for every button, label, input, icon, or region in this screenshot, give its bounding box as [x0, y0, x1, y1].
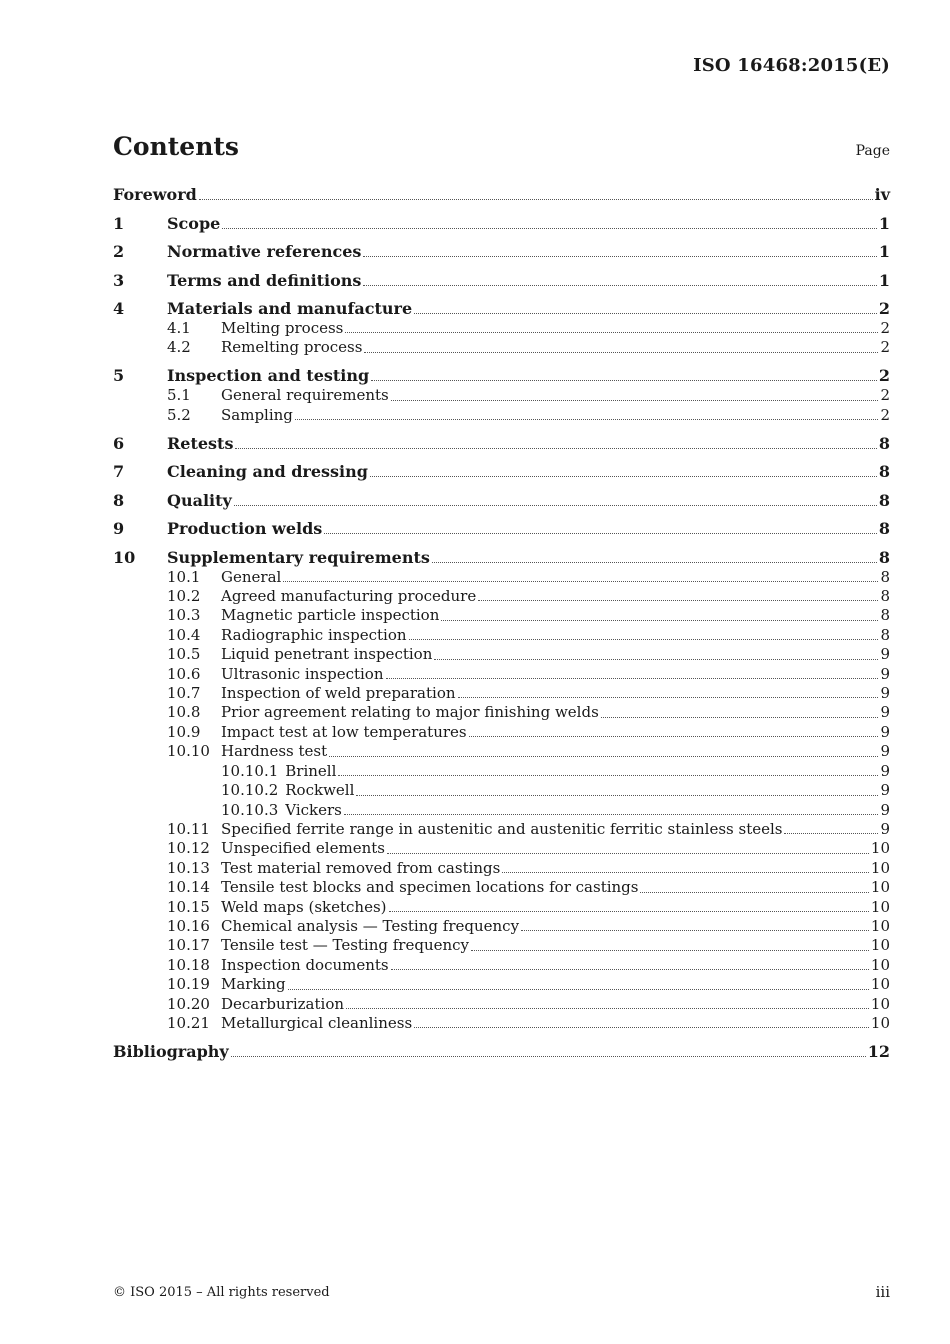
toc-entry-page: 8: [878, 490, 890, 510]
toc-entry-title: Foreword: [113, 185, 197, 204]
toc-entry-number: 5: [113, 366, 125, 386]
toc-entry-page: 2: [880, 319, 890, 337]
toc-dot-leader: [784, 832, 878, 834]
toc-entry-title: Impact test at low temperatures: [221, 722, 467, 741]
toc-entry-title: Radiographic inspection: [221, 625, 407, 644]
toc-dot-leader: [199, 198, 873, 200]
toc-entry-title: Specified ferrite range in austenitic and austenitic ferritic stainless steels: [221, 819, 783, 838]
toc-entry-title: Tensile test blocks and specimen locations for castings: [221, 878, 639, 897]
toc-entry[interactable]: [113, 703, 890, 722]
toc-entry[interactable]: [113, 684, 890, 703]
toc-dot-leader: [409, 638, 879, 640]
toc-entry-number: 4.2: [167, 338, 191, 357]
toc-entry-title: Vickers: [285, 800, 342, 819]
toc-entry-number: 10.19: [167, 975, 210, 994]
toc-entry-title: Agreed manufacturing procedure: [221, 587, 477, 606]
toc-dot-leader: [295, 418, 879, 420]
toc-entry[interactable]: [113, 434, 890, 454]
toc-entry-page: 10: [870, 858, 890, 877]
toc-entry[interactable]: [113, 271, 890, 291]
toc-dot-leader: [235, 447, 876, 449]
toc-entry-page: 8: [880, 606, 890, 625]
toc-dot-leader: [432, 561, 877, 563]
toc-entry-page: 1: [878, 213, 890, 233]
toc-dot-leader: [283, 580, 878, 582]
page-column-label: Page: [855, 143, 890, 159]
toc-entry[interactable]: [113, 606, 890, 625]
toc-entry-number: 5.1: [167, 386, 191, 405]
toc-entry[interactable]: [113, 762, 890, 781]
toc-entry-page: 9: [880, 703, 890, 722]
toc-entry-page: 2: [880, 405, 890, 424]
toc-dot-leader: [344, 813, 879, 815]
toc-dot-leader: [231, 1055, 866, 1057]
toc-entry-number: 10.21: [167, 1013, 210, 1032]
toc-entry[interactable]: [113, 1042, 890, 1062]
toc-entry[interactable]: [113, 801, 890, 820]
toc-entry-page: 8: [880, 625, 890, 644]
toc-entry-title: Rockwell: [285, 781, 355, 800]
toc-entry[interactable]: [113, 214, 890, 234]
toc-dot-leader: [502, 871, 869, 873]
toc-entry-title: Chemical analysis — Testing frequency: [221, 916, 520, 935]
toc-entry[interactable]: [113, 386, 890, 405]
toc-entry-number: 6: [113, 433, 125, 453]
toc-entry[interactable]: [113, 626, 890, 645]
toc-entry-title: Bibliography: [113, 1041, 229, 1061]
toc-entry-title: Cleaning and dressing: [167, 462, 368, 482]
toc-entry[interactable]: [113, 742, 890, 761]
toc-entry-page: 8: [878, 462, 890, 482]
toc-entry-page: 2: [880, 338, 890, 357]
toc-entry[interactable]: [113, 1014, 890, 1033]
table-of-contents: [113, 185, 890, 1062]
toc-entry-title: Retests: [167, 433, 234, 453]
page-title: Contents: [113, 132, 240, 161]
toc-entry-number: 1: [113, 213, 125, 233]
toc-entry-number: 10.10.3: [221, 800, 279, 819]
toc-entry-title: Tensile test — Testing frequency: [221, 936, 470, 955]
toc-entry-number: 10.3: [167, 606, 201, 625]
toc-dot-leader: [458, 696, 879, 698]
toc-entry[interactable]: [113, 548, 890, 568]
toc-dot-leader: [363, 284, 876, 286]
toc-entry-number: 10.1: [167, 567, 201, 586]
toc-entry-number: 7: [113, 462, 125, 482]
toc-entry-number: 10.16: [167, 916, 210, 935]
toc-entry-page: 8: [878, 433, 890, 453]
toc-entry-title: Scope: [167, 213, 221, 233]
toc-entry-page: 2: [880, 386, 890, 405]
toc-entry-page: 2: [878, 366, 890, 386]
toc-entry-title: Prior agreement relating to major finishing welds: [221, 703, 599, 722]
toc-entry-number: 5.2: [167, 405, 191, 424]
toc-entry-title: Inspection documents: [221, 955, 389, 974]
toc-entry[interactable]: [113, 975, 890, 994]
toc-entry-number: 10: [113, 547, 136, 567]
toc-entry-number: 10.13: [167, 858, 210, 877]
toc-entry-page: 1: [878, 242, 890, 261]
toc-dot-leader: [346, 1007, 869, 1009]
toc-dot-leader: [338, 774, 878, 776]
toc-entry-title: Sampling: [221, 405, 293, 424]
toc-entry[interactable]: [113, 185, 890, 205]
toc-entry-number: 4.1: [167, 319, 191, 337]
toc-dot-leader: [469, 735, 879, 737]
toc-entry-page: 10: [870, 975, 890, 994]
toc-entry[interactable]: [113, 723, 890, 742]
toc-dot-leader: [288, 988, 869, 990]
toc-entry-title: Hardness test: [221, 742, 328, 761]
toc-entry-number: 3: [113, 270, 125, 290]
toc-entry[interactable]: [113, 491, 890, 511]
toc-entry-page: 10: [870, 955, 890, 974]
toc-dot-leader: [364, 351, 878, 353]
toc-entry[interactable]: [113, 820, 890, 839]
toc-entry[interactable]: [113, 366, 890, 386]
toc-entry-number: 10.7: [167, 684, 201, 703]
toc-entry-number: 10.12: [167, 839, 210, 858]
toc-entry-title: Decarburization: [221, 994, 345, 1013]
toc-dot-leader: [414, 1026, 869, 1028]
toc-dot-leader: [222, 227, 877, 229]
toc-entry-page: 9: [880, 819, 890, 838]
toc-entry-page: 10: [870, 1013, 890, 1032]
toc-dot-leader: [363, 255, 876, 257]
toc-entry-page: 10: [870, 916, 890, 935]
toc-dot-leader: [521, 929, 869, 931]
toc-entry-title: Quality: [167, 490, 232, 510]
toc-entry[interactable]: [113, 839, 890, 858]
toc-entry-page: 8: [880, 587, 890, 606]
toc-entry-number: 10.11: [167, 819, 210, 838]
toc-entry[interactable]: [113, 587, 890, 606]
toc-entry-title: Inspection and testing: [167, 366, 370, 386]
toc-entry[interactable]: [113, 781, 890, 800]
toc-entry[interactable]: [113, 338, 890, 357]
toc-entry-page: 1: [878, 270, 890, 290]
toc-entry-page: 9: [880, 761, 890, 780]
toc-entry-number: 10.20: [167, 994, 210, 1013]
toc-entry-page: 10: [870, 839, 890, 858]
toc-entry-title: Production welds: [167, 519, 323, 539]
toc-dot-leader: [345, 331, 878, 333]
toc-dot-leader: [478, 599, 878, 601]
toc-entry[interactable]: [113, 956, 890, 975]
toc-dot-leader: [391, 399, 879, 401]
toc-entry-page: 2: [878, 299, 890, 318]
toc-entry-title: Marking: [221, 975, 286, 994]
toc-dot-leader: [391, 968, 869, 970]
toc-entry-page: 8: [878, 519, 890, 539]
toc-entry-page: 10: [870, 897, 890, 916]
toc-entry-title: Unspecified elements: [221, 839, 385, 858]
toc-dot-leader: [601, 716, 879, 718]
toc-entry[interactable]: [113, 519, 890, 539]
toc-entry-number: 10.8: [167, 703, 201, 722]
toc-entry[interactable]: [113, 242, 890, 262]
toc-dot-leader: [387, 852, 869, 854]
toc-dot-leader: [234, 504, 877, 506]
toc-entry-number: 2: [113, 242, 125, 261]
toc-entry-number: 10.10: [167, 742, 210, 761]
toc-entry-page: 8: [878, 547, 890, 567]
toc-entry-number: 8: [113, 490, 125, 510]
toc-entry-number: 10.18: [167, 955, 210, 974]
toc-entry[interactable]: [113, 859, 890, 878]
contents-title-row: [113, 132, 890, 161]
toc-dot-leader: [414, 312, 877, 314]
toc-dot-leader: [441, 619, 878, 621]
toc-entry[interactable]: [113, 878, 890, 897]
toc-entry-title: General: [221, 567, 282, 586]
toc-entry-title: Liquid penetrant inspection: [221, 645, 433, 664]
toc-entry[interactable]: [113, 936, 890, 955]
toc-entry[interactable]: [113, 568, 890, 587]
toc-dot-leader: [324, 532, 877, 534]
toc-entry-number: 10.6: [167, 664, 201, 683]
toc-entry-title: Brinell: [285, 761, 337, 780]
toc-entry[interactable]: [113, 319, 890, 338]
toc-entry-page: 9: [880, 742, 890, 761]
toc-entry[interactable]: [113, 898, 890, 917]
toc-entry-page: 9: [880, 684, 890, 703]
toc-entry-number: 10.10.2: [221, 781, 279, 800]
toc-dot-leader: [389, 910, 869, 912]
toc-entry-page: 10: [870, 878, 890, 897]
toc-dot-leader: [386, 677, 879, 679]
toc-entry-number: 10.15: [167, 897, 210, 916]
toc-entry-title: Inspection of weld preparation: [221, 684, 456, 703]
toc-entry-title: Metallurgical cleanliness: [221, 1013, 413, 1032]
toc-entry-number: 10.4: [167, 625, 201, 644]
toc-entry-number: 10.5: [167, 645, 201, 664]
toc-entry-title: Magnetic particle inspection: [221, 606, 440, 625]
toc-entry-number: 10.14: [167, 878, 210, 897]
toc-entry-title: Remelting process: [221, 338, 363, 357]
toc-entry-number: 10.17: [167, 936, 210, 955]
toc-entry-number: 10.9: [167, 722, 201, 741]
toc-entry-number: 9: [113, 519, 125, 539]
toc-entry-title: Normative references: [167, 242, 362, 261]
toc-entry-page: 10: [870, 936, 890, 955]
toc-entry[interactable]: [113, 406, 890, 425]
toc-entry-number: 4: [113, 299, 125, 318]
toc-dot-leader: [640, 891, 868, 893]
toc-entry-title: Terms and definitions: [167, 270, 362, 290]
toc-entry[interactable]: [113, 995, 890, 1014]
toc-dot-leader: [329, 755, 878, 757]
toc-entry-title: Supplementary requirements: [167, 547, 430, 567]
toc-entry-page: 9: [880, 664, 890, 683]
toc-entry-page: iv: [874, 185, 890, 204]
toc-entry-page: 9: [880, 722, 890, 741]
toc-entry[interactable]: [113, 665, 890, 684]
toc-dot-leader: [370, 475, 877, 477]
toc-entry-title: Ultrasonic inspection: [221, 664, 384, 683]
toc-entry-title: Materials and manufacture: [167, 299, 413, 318]
toc-entry[interactable]: [113, 917, 890, 936]
toc-entry-page: 9: [880, 781, 890, 800]
copyright-notice: © ISO 2015 – All rights reserved: [113, 1285, 330, 1300]
toc-entry-page: 9: [880, 645, 890, 664]
toc-entry-title: Test material removed from castings: [221, 858, 501, 877]
toc-entry-title: Weld maps (sketches): [221, 897, 387, 916]
toc-entry[interactable]: [113, 462, 890, 482]
toc-dot-leader: [371, 379, 877, 381]
document-id: ISO 16468:2015(E): [693, 55, 890, 76]
toc-entry[interactable]: [113, 645, 890, 664]
toc-dot-leader: [434, 658, 878, 660]
toc-entry[interactable]: [113, 299, 890, 319]
toc-entry-page: 12: [867, 1041, 890, 1061]
toc-entry-page: 10: [870, 994, 890, 1013]
toc-entry-page: 9: [880, 800, 890, 819]
toc-entry-number: 10.10.1: [221, 761, 279, 780]
toc-entry-title: General requirements: [221, 386, 389, 405]
toc-dot-leader: [356, 794, 878, 796]
toc-entry-page: 8: [880, 567, 890, 586]
toc-entry-number: 10.2: [167, 587, 201, 606]
toc-dot-leader: [471, 949, 869, 951]
toc-entry-title: Melting process: [221, 319, 344, 337]
page-number: iii: [875, 1283, 890, 1301]
